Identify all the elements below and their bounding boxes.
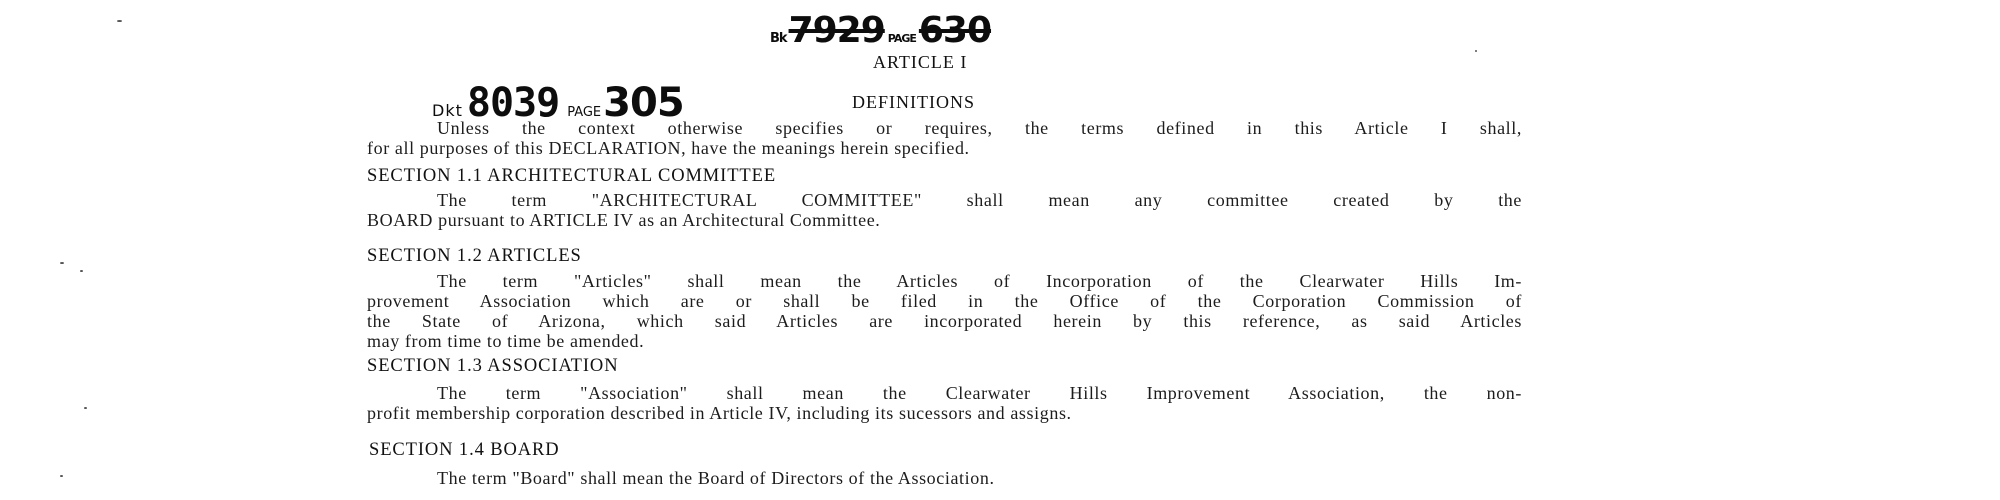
book-number: 7929 [788, 10, 885, 51]
section-1-3-title: SECTION 1.3 ASSOCIATION [367, 356, 619, 376]
section-line: The term "Articles" shall mean the Articles of Incorporation of the Clearwater Hills Im- [437, 271, 1522, 291]
scan-speck [60, 475, 63, 477]
scan-speck [1475, 50, 1477, 52]
section-line: The term "Board" shall mean the Board of Directors of the Association. [437, 468, 995, 488]
section-1-2-title: SECTION 1.2 ARTICLES [367, 246, 582, 266]
page-number: 630 [918, 10, 992, 51]
section-line: may from time to time be amended. [367, 331, 645, 351]
section-line: The term "Association" shall mean the Clearwater Hills Improvement Association, the non- [437, 383, 1522, 403]
section-line: profit membership corporation described in Article IV, including its sucessors and assigns. [367, 403, 1072, 423]
intro-paragraph [367, 118, 1522, 158]
scan-speck [60, 262, 64, 264]
book-label: Bk [770, 31, 787, 46]
page-label: PAGE [887, 32, 916, 45]
book-label: Dkt [432, 101, 463, 120]
article-subtitle: DEFINITIONS [852, 92, 975, 112]
section-line: provement Association which are or shall be filed in the Office of the Corporation Commission of [367, 291, 1522, 311]
section-1-4-body [367, 468, 1522, 488]
book-number: 8039 [466, 80, 560, 126]
intro-line: Unless the context otherwise specifies or requires, the terms defined in this Article I shall, [437, 118, 1522, 138]
page-label: PAGE [567, 105, 602, 120]
section-line: The term "ARCHITECTURAL COMMITTEE" shall mean any committee created by the [437, 190, 1522, 210]
section-1-4-title: SECTION 1.4 BOARD [369, 440, 560, 460]
section-1-1-title: SECTION 1.1 ARCHITECTURAL COMMITTEE [367, 166, 777, 186]
recording-stamp-top [770, 10, 991, 51]
scan-speck [117, 20, 122, 22]
section-1-2-body [367, 271, 1522, 351]
scan-speck [84, 407, 87, 409]
section-line: BOARD pursuant to ARTICLE IV as an Architectural Committee. [367, 210, 881, 230]
scan-speck [80, 270, 83, 272]
article-title: ARTICLE I [873, 52, 968, 72]
page-number: 305 [603, 80, 684, 126]
section-1-3-body [367, 383, 1522, 423]
section-line: the State of Arizona, which said Articles are incorporated herein by this reference, as said Articles [367, 311, 1522, 331]
section-1-1-body [367, 190, 1522, 230]
intro-line: for all purposes of this DECLARATION, have the meanings herein specified. [367, 138, 970, 158]
